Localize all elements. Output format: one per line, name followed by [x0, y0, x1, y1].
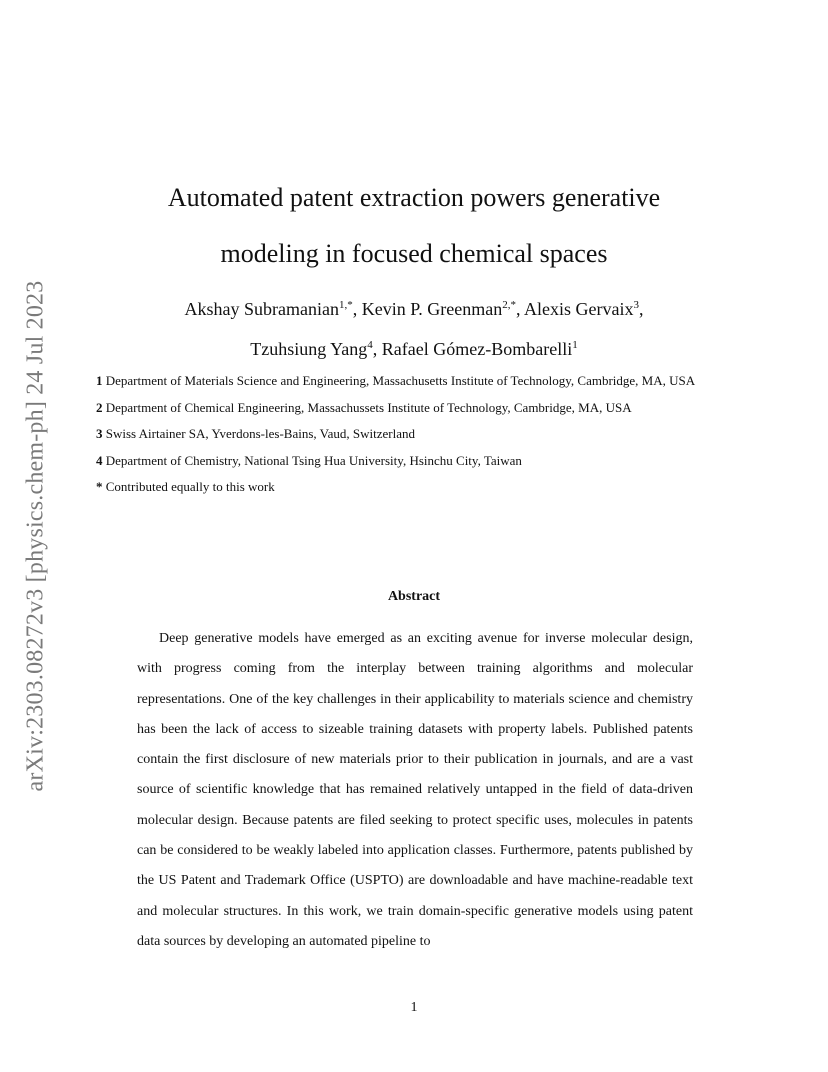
author-separator: ,	[638, 299, 644, 319]
affiliation-list	[96, 368, 736, 501]
title-line-2: modeling in focused chemical spaces	[220, 239, 608, 268]
author-name: Akshay Subramanian	[184, 299, 339, 319]
author-affiliation-marker: 4	[367, 339, 373, 351]
author-separator: ,	[372, 339, 382, 359]
affiliation-item	[96, 368, 736, 395]
affiliation-number: 3	[96, 426, 103, 441]
affiliation-text: Department of Chemical Engineering, Massachussets Institute of Technology, Cambridge, MA, USA	[105, 399, 632, 415]
affiliation-text: Department of Materials Science and Engineering, Massachusetts Institute of Technology, Cambridge, MA, USA	[105, 373, 696, 388]
affiliation-item	[96, 421, 736, 448]
author-line-1	[0, 289, 828, 329]
author-name: Rafael Gómez-Bombarelli	[381, 339, 573, 359]
affiliation-text: Department of Chemistry, National Tsing Hua University, Hsinchu City, Taiwan	[105, 452, 522, 468]
affiliation-text: Contributed equally to this work	[105, 479, 275, 494]
author-name: Alexis Gervaix	[523, 299, 634, 319]
affiliation-item	[96, 448, 736, 475]
author-name: Kevin P. Greenman	[361, 299, 503, 319]
abstract-body: Deep generative models have emerged as an exciting avenue for inverse molecular design, with progress coming from the interplay between training algorithms and molecular representations. One of the key challenges in their applicability to materials science and chemistry has been the lack of access to sizeable training datasets with property labels. Published patents contain the first disclosure of new materials prior to their publication in journals, and are a vast source of scientific knowledge that has remained relatively untapped in the field of data-driven molecular design. Because patents are filed seeking to protect specific uses, molecules in patents can be considered to be weakly labeled into application classes. Furthermore, patents published by the US Patent and Trademark Office (USPTO) are downloadable and have machine-readable text and molecular structures. In this work, we train domain-specific generative models using patent data sources by developing an automated pipeline to	[137, 631, 693, 949]
paper-title	[0, 170, 828, 282]
affiliation-text: Swiss Airtainer SA, Yverdons-les-Bains, Vaud, Switzerland	[105, 426, 415, 441]
author-separator: ,	[515, 299, 524, 319]
title-line-1: Automated patent extraction powers generative	[167, 183, 661, 212]
affiliation-number: 4	[96, 452, 103, 468]
author-line-2	[0, 329, 828, 369]
author-separator: ,	[352, 299, 362, 319]
affiliation-number: 1	[96, 373, 103, 388]
author-affiliation-marker: 2,*	[502, 299, 516, 311]
affiliation-item	[96, 474, 736, 501]
author-affiliation-marker: 1	[572, 339, 578, 351]
author-affiliation-marker: 3	[633, 299, 639, 311]
affiliation-number: *	[96, 479, 103, 494]
abstract-heading: Abstract	[387, 589, 441, 604]
affiliation-number: 2	[96, 399, 103, 415]
affiliation-item	[96, 395, 736, 422]
author-list	[0, 289, 828, 369]
author-affiliation-marker: 1,*	[339, 299, 353, 311]
arxiv-identifier[interactable]: arXiv:2303.08272v3 [physics.chem-ph] 24 Jul 2023	[22, 280, 49, 792]
page-number: 1	[410, 1000, 418, 1015]
author-name: Tzuhsiung Yang	[250, 339, 368, 359]
